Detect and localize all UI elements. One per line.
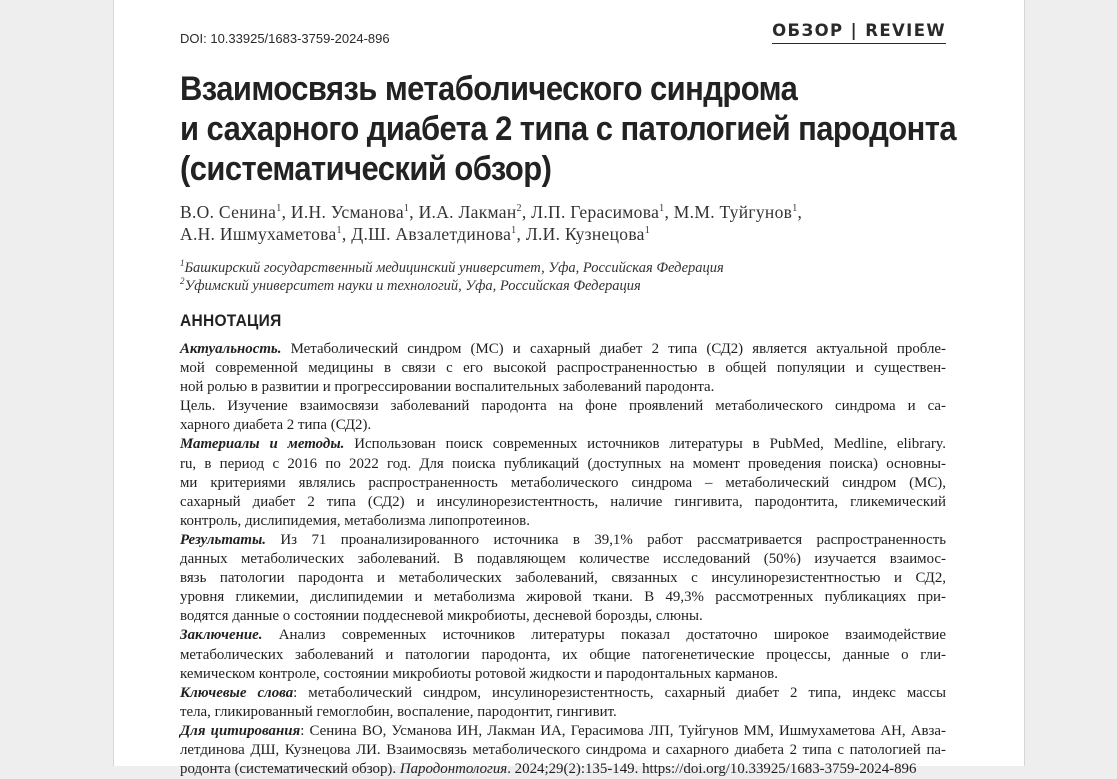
abstract-text: Использован поиск современных источников литературы в PubMed, Medline, elibrary. bbox=[344, 436, 946, 453]
affiliation-text: Башкирский государственный медицинский университет, Уфа, Российская Федерация bbox=[184, 260, 724, 276]
abstract-line bbox=[180, 684, 946, 703]
rubric-label: ОБЗОР | REVIEW bbox=[772, 21, 946, 44]
article-title bbox=[180, 69, 957, 189]
abstract-line: харного диабета 2 типа (СД2). bbox=[180, 417, 372, 434]
affiliation-mark: 1 bbox=[403, 203, 410, 214]
author-name: , И.А. Лакман bbox=[409, 202, 517, 222]
affiliation-item bbox=[180, 259, 946, 277]
abstract-line: контроль, дислипидемия, метаболизма липопротеинов. bbox=[180, 512, 530, 529]
abstract-line bbox=[180, 722, 946, 741]
abstract-line: метаболических заболеваний и патологии пародонта, их общие патогенетические процессы, данные о гли- bbox=[180, 646, 946, 663]
abstract-line: мой современной медицины в связи с его высокой распространенностью в общей популяции и существен- bbox=[180, 360, 946, 377]
abstract-line: сахарный диабет 2 типа (СД2) и инсулинорезистентность, наличие гингивита, пародонтита, гликемический bbox=[180, 493, 946, 510]
abstract-line bbox=[180, 435, 946, 454]
abstract-line: вязь патологии пародонта и метаболических заболеваний, связанных с инсулинорезистентностью и СД2, bbox=[180, 570, 946, 587]
abstract-line: Цель. Изучение взаимосвязи заболеваний пародонта на фоне проявлений метаболического синдрома и са- bbox=[180, 398, 946, 415]
author-name: , Л.И. Кузнецова bbox=[516, 224, 645, 244]
abstract-line: тела, гликированный гемоглобин, воспаление, пародонтит, гингивит. bbox=[180, 703, 617, 720]
keywords-label: Ключевые слова bbox=[180, 684, 294, 701]
affiliation-mark: 2 bbox=[516, 203, 522, 214]
author-separator: , bbox=[797, 202, 803, 222]
affiliation-list bbox=[180, 259, 946, 295]
abstract-line: ми критериями являлись распространенность метаболического синдрома – метаболический синдром (МС), bbox=[180, 474, 946, 491]
author-line bbox=[180, 201, 946, 223]
conclusion-label: Заключение. bbox=[180, 627, 263, 644]
citation-label: Для цитирования bbox=[180, 722, 301, 739]
abstract-line: водятся данные о состоянии поддесневой микробиоты, десневой борозды, слюны. bbox=[180, 608, 703, 625]
abstract-line bbox=[180, 626, 946, 645]
results-label: Результаты. bbox=[180, 531, 266, 548]
title-line: Взаимосвязь метаболического синдрома bbox=[180, 70, 798, 108]
abstract-line: кемическом контроле, состоянии микробиоты ротовой жидкости и пародонтальных карманов. bbox=[180, 665, 778, 682]
affiliation-mark: 1 bbox=[659, 203, 665, 214]
abstract-body bbox=[180, 340, 946, 779]
affiliation-text: Уфимский университет науки и технологий, Уфа, Российская Федерация bbox=[184, 278, 641, 294]
methods-label: Материалы и методы. bbox=[180, 436, 345, 453]
abstract-text: : метаболический синдром, инсулинорезистентность, сахарный диабет 2 типа, индекс массы bbox=[293, 684, 946, 701]
affiliation-mark: 1 bbox=[511, 225, 517, 236]
author-name: , Л.П. Герасимова bbox=[521, 202, 660, 222]
doi-label[interactable]: DOI: 10.33925/1683-3759-2024-896 bbox=[180, 31, 390, 46]
abstract-text: Анализ современных источников литературы показал достаточно широкое взаимодействие bbox=[262, 627, 946, 644]
affiliation-mark: 1 bbox=[792, 203, 798, 214]
affiliation-mark: 1 bbox=[276, 203, 282, 214]
affiliation-mark: 1 bbox=[644, 225, 651, 236]
author-name: А.Н. Ишмухаметова bbox=[180, 224, 337, 244]
abstract-heading: АННОТАЦИЯ bbox=[180, 312, 282, 330]
abstract-text: : Сенина ВО, Усманова ИН, Лакман ИА, Герасимова ЛП, Туйгунов ММ, Ишмухаметова АН, Авза- bbox=[300, 722, 946, 739]
abstract-line: летдинова ДШ, Кузнецова ЛИ. Взаимосвязь метаболического синдрома и сахарного диабета 2 типа с патологией па- bbox=[180, 741, 946, 758]
journal-name: Пародонтология bbox=[399, 761, 508, 778]
article-column bbox=[180, 0, 957, 779]
affiliation-mark: 2 bbox=[180, 276, 185, 286]
author-line bbox=[180, 223, 946, 245]
author-name: , И.Н. Усманова bbox=[281, 202, 404, 222]
abstract-line: данных метаболических заболеваний. В подавляющем количестве исследований (50%) изучается взаимос- bbox=[180, 551, 946, 568]
title-line: (систематический обзор) bbox=[180, 150, 552, 188]
affiliation-mark: 1 bbox=[180, 258, 185, 268]
author-name: , М.М. Туйгунов bbox=[664, 202, 793, 222]
abstract-text: родонта (систематический обзор). bbox=[180, 761, 400, 778]
abstract-line bbox=[180, 531, 946, 550]
article-header bbox=[180, 0, 946, 48]
author-name: , Д.Ш. Авзалетдинова bbox=[341, 224, 512, 244]
abstract-line bbox=[180, 340, 946, 359]
author-list bbox=[180, 201, 946, 245]
relevance-label: Актуальность. bbox=[180, 341, 282, 357]
abstract-line bbox=[180, 760, 946, 779]
citation-doi-link[interactable]: . 2024;29(2):135-149. https://doi.org/10.33925/1683-3759-2024-896 bbox=[507, 761, 917, 778]
affiliation-item bbox=[180, 277, 946, 295]
article-page bbox=[113, 0, 1025, 778]
abstract-text: Метаболический синдром (МС) и сахарный диабет 2 типа (СД2) является актуальной пробле- bbox=[281, 341, 946, 357]
abstract-line: ru, в период с 2016 по 2022 год. Для поиска публикаций (доступных на момент проведения поиска) основны- bbox=[180, 455, 946, 472]
abstract-text: Из 71 проанализированного источника в 39,1% работ рассматривается распространенность bbox=[266, 531, 946, 548]
affiliation-mark: 1 bbox=[336, 225, 342, 236]
abstract-line: ной ролью в развитии и прогрессировании воспалительных заболеваний пародонта. bbox=[180, 379, 715, 396]
author-name: В.О. Сенина bbox=[180, 202, 277, 222]
title-line: и сахарного диабета 2 типа с патологией пародонта bbox=[180, 110, 957, 148]
abstract-line: уровня гликемии, дислипидемии и метаболизма жировой ткани. В 49,3% рассмотренных публикациях при- bbox=[180, 589, 946, 606]
